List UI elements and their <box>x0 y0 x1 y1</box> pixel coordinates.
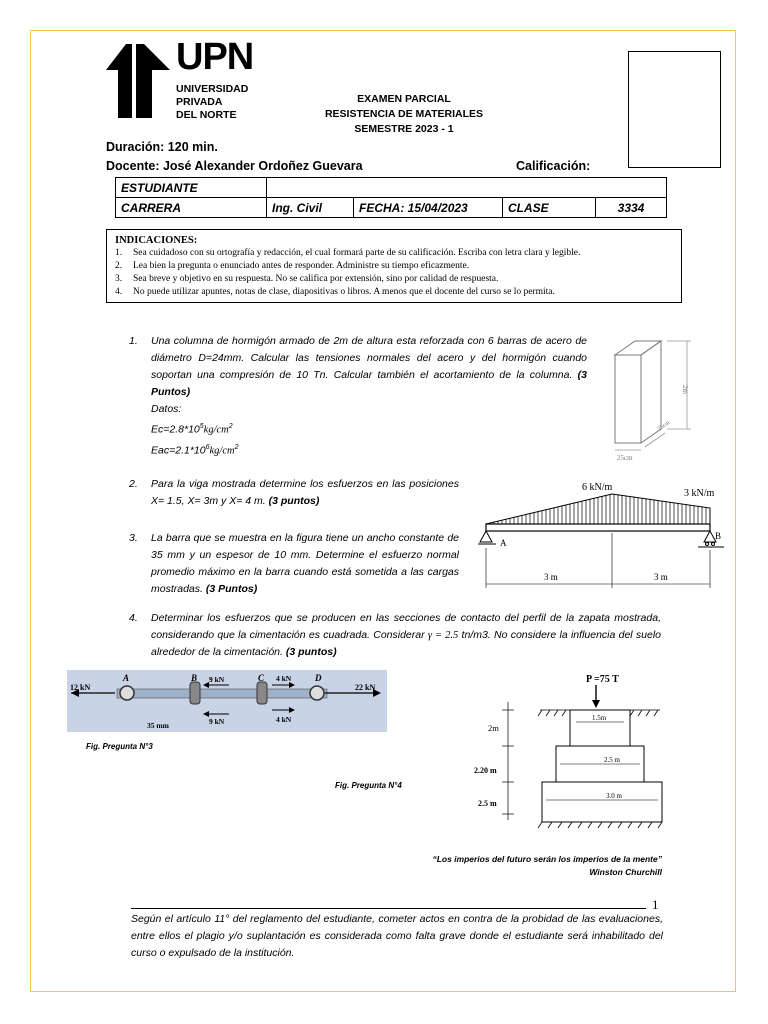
footer-divider <box>131 908 646 909</box>
footing-figure <box>470 670 670 832</box>
instruction-item: 1. Sea cuidadoso con su ortografía y redacción, el cual formará parte de su calificación. Escriba con letra clara y legible. <box>115 248 581 258</box>
question-1-ec: $Ec=2.8*10^5kg/cm^2$ <box>151 423 233 436</box>
logo-line-2: PRIVADA <box>176 96 223 108</box>
student-name-field[interactable] <box>267 178 667 198</box>
question-3-number: 3. <box>129 532 138 544</box>
point-d-label: D <box>315 673 322 683</box>
grade-box <box>628 51 721 168</box>
exam-title-line-2: RESISTENCIA DE MATERIALES <box>324 108 484 120</box>
question-3-text: La barra que se muestra en la figura tiene un ancho constante de 35 mm y un espesor de 10 mm. Determine el esfuerzo normal promedio máximo en la barra cuando está sometida a las cargas mostradas. <box>151 532 459 595</box>
quote <box>360 853 662 879</box>
question-4-number: 4. <box>129 612 138 624</box>
upn-logo-icon <box>104 40 174 120</box>
force-c-top-label: 4 kN <box>276 674 292 683</box>
load-right-label: 3 kN/m <box>684 488 715 499</box>
span-right-label: 3 m <box>654 572 668 582</box>
span-left-label: 3 m <box>544 572 558 582</box>
question-4-gamma-unit: tn/m3. No considere la influencia del suelo alrededor de la cimentación. <box>151 629 662 658</box>
distributed-load <box>490 494 706 524</box>
question-1-points: (3 Puntos) <box>151 369 588 398</box>
exam-title-line-1: EXAMEN PARCIAL <box>357 93 451 105</box>
question-1-text: Una columna de hormigón armado de 2m de altura esta reforzada con 6 barras de acero de diámetro D=24mm. Calcular las tensiones normales del acero y del hormigón cuando soportan una compresión de 10 Tn. Calcular también el acortamiento de la columna. <box>151 335 587 381</box>
career-row <box>116 198 667 218</box>
instruction-item: 2. Lea bien la pregunta o enunciado antes de responder. Administre su tiempo eficazmente. <box>115 261 470 271</box>
career-value: Ing. Civil <box>267 198 354 218</box>
student-label: ESTUDIANTE <box>116 178 267 198</box>
logo-line-3: DEL NORTE <box>176 109 237 121</box>
quote-text: “Los imperios del futuro serán los imperios de la mente” <box>432 854 662 864</box>
force-b-top-label: 9 kN <box>209 675 225 684</box>
question-2-points: (3 puntos) <box>268 495 320 507</box>
force-right-label: 22 kN <box>355 683 376 692</box>
exam-title <box>304 92 504 137</box>
question-2-number: 2. <box>129 478 138 490</box>
figure-4-caption: Fig. Pregunta N°4 <box>335 781 402 790</box>
support-a-label: A <box>500 538 507 548</box>
bar <box>117 689 327 698</box>
duration: Duración: 120 min. <box>106 140 218 154</box>
load-p-label: P =75 T <box>586 674 619 685</box>
instructions-box <box>106 229 682 303</box>
figure-3-caption: Fig. Pregunta N°3 <box>86 742 153 751</box>
question-1 <box>129 333 591 463</box>
height-3-label: 2.5 m <box>478 799 497 808</box>
point-a-label: A <box>123 673 130 683</box>
point-b-label: B <box>191 673 198 683</box>
question-1-eac: $Eac=2.1*10^6kg/cm^2$ <box>151 443 239 456</box>
beam <box>486 524 710 531</box>
width-1-label: 1.5m <box>592 714 607 722</box>
column-figure <box>605 335 705 465</box>
bar-figure <box>67 670 387 732</box>
column-depth-label: 25cm <box>656 420 672 433</box>
exam-title-line-3: SEMESTRE 2023 - 1 <box>354 123 454 135</box>
force-b-bottom-label: 9 kN <box>209 717 225 726</box>
question-1-number: 1. <box>129 335 138 347</box>
question-4 <box>129 610 661 664</box>
point-c-label: C <box>258 673 265 683</box>
question-1-data-label: Datos: <box>151 403 182 415</box>
instruction-item: 4. No puede utilizar apuntes, notas de clase, diapositivas o libros. A menos que el docente del curso se lo permita. <box>115 287 555 297</box>
career-label: CARRERA <box>116 198 267 218</box>
question-3-points: (3 Puntos) <box>205 583 258 595</box>
question-3 <box>129 530 461 600</box>
support-a <box>480 531 492 542</box>
question-4-text: Determinar los esfuerzos que se producen en las secciones de contacto del perfil de la zapata mostrada, considerando que la cimentación es cuadrada. Considerar <box>151 612 661 641</box>
load-left-label: 6 kN/m <box>582 482 613 493</box>
student-row <box>116 178 667 198</box>
column-base-label: 25cm <box>617 454 633 462</box>
question-4-points: (3 puntos) <box>285 646 337 658</box>
width-3-label: 3.0 m <box>606 792 622 800</box>
height-2-label: 2.20 m <box>474 766 497 775</box>
width-2-label: 2.5 m <box>604 756 620 764</box>
student-info-table <box>115 177 667 218</box>
question-2-text: Para la viga mostrada determine los esfuerzos en las posiciones X= 1.5, X= 3m y X= 4 m. <box>151 478 459 507</box>
force-c-bottom-label: 4 kN <box>276 715 292 724</box>
support-b-label: B <box>715 531 722 541</box>
footer-text: Según el artículo 11° del reglamento del estudiante, cometer actos en contra de la probidad de las evaluaciones, entre ellos el plagio y/o suplantación es considerada como falta grave donde el estudiante será inhabilitado del curso o expulsado de la institución. <box>131 913 663 959</box>
column-height-label: 2m <box>681 385 689 394</box>
grade-label: Calificación: <box>516 159 591 173</box>
force-left-label: 12 kN <box>70 683 91 692</box>
logo-line-1: UNIVERSIDAD <box>176 83 249 95</box>
question-4-gamma: γ = 2.5 <box>427 630 459 641</box>
beam-figure <box>478 478 740 596</box>
date-label: FECHA: 15/04/2023 <box>354 198 503 218</box>
instructions-title: INDICACIONES: <box>115 235 198 246</box>
bar-width-label: 35 mm <box>147 721 169 730</box>
quote-author: Winston Churchill <box>589 867 662 877</box>
logo-upn-text: UPN <box>176 36 254 78</box>
height-1-label: 2m <box>488 723 499 733</box>
question-2 <box>129 476 461 516</box>
instruction-item: 3. Sea breve y objetivo en su respuesta. No se califica por extensión, sino por calidad de respuesta. <box>115 274 499 284</box>
class-label: CLASE <box>503 198 596 218</box>
teacher: Docente: José Alexander Ordoñez Guevara <box>106 159 363 173</box>
class-value: 3334 <box>596 198 667 218</box>
page-number: 1 <box>652 897 659 912</box>
